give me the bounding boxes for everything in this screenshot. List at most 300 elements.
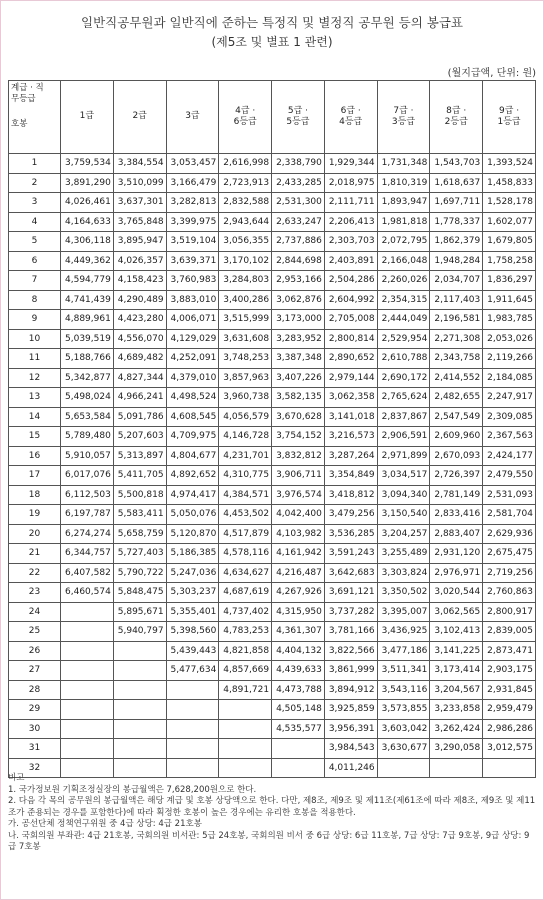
salary-cell: 4,423,280	[113, 310, 166, 330]
salary-cell: 4,892,652	[166, 466, 219, 486]
salary-cell: 4,449,362	[61, 251, 114, 271]
step-cell: 22	[9, 563, 61, 583]
salary-cell: 3,141,225	[430, 641, 483, 661]
step-cell: 4	[9, 212, 61, 232]
salary-cell: 1,983,785	[483, 310, 536, 330]
salary-cell	[113, 661, 166, 681]
salary-cell: 1,862,379	[430, 232, 483, 252]
salary-cell: 4,379,010	[166, 368, 219, 388]
salary-cell: 3,984,543	[324, 739, 377, 759]
salary-cell: 4,361,307	[272, 622, 325, 642]
table-row	[9, 271, 536, 291]
table-row	[9, 368, 536, 388]
salary-cell: 3,173,414	[430, 661, 483, 681]
table-row	[9, 485, 536, 505]
salary-cell: 3,012,575	[483, 739, 536, 759]
salary-cell: 4,384,571	[219, 485, 272, 505]
step-cell: 11	[9, 349, 61, 369]
salary-cell: 1,602,077	[483, 212, 536, 232]
salary-cell: 4,517,879	[219, 524, 272, 544]
salary-cell	[61, 661, 114, 681]
salary-cell: 2,737,886	[272, 232, 325, 252]
salary-cell	[113, 680, 166, 700]
salary-cell: 3,857,963	[219, 368, 272, 388]
salary-cell: 5,411,705	[113, 466, 166, 486]
salary-cell	[272, 739, 325, 759]
salary-cell: 4,158,423	[113, 271, 166, 291]
table-row	[9, 563, 536, 583]
salary-cell: 6,197,787	[61, 505, 114, 525]
table-row	[9, 544, 536, 564]
salary-cell: 4,267,926	[272, 583, 325, 603]
grade-header: 8급 · 2등급	[430, 81, 483, 154]
salary-cell: 3,303,824	[377, 563, 430, 583]
salary-cell: 4,709,975	[166, 427, 219, 447]
grade-header: 9급 · 1등급	[483, 81, 536, 154]
salary-cell	[113, 641, 166, 661]
salary-cell: 3,400,286	[219, 290, 272, 310]
salary-cell: 2,723,913	[219, 173, 272, 193]
salary-cell: 5,653,584	[61, 407, 114, 427]
header-row	[9, 81, 536, 154]
salary-cell: 2,072,795	[377, 232, 430, 252]
salary-cell: 3,284,803	[219, 271, 272, 291]
step-cell: 15	[9, 427, 61, 447]
salary-cell: 3,477,186	[377, 641, 430, 661]
salary-cell: 4,687,619	[219, 583, 272, 603]
salary-cell: 2,616,998	[219, 154, 272, 174]
salary-cell: 1,618,637	[430, 173, 483, 193]
table-body	[9, 154, 536, 778]
salary-cell: 2,343,758	[430, 349, 483, 369]
step-cell: 10	[9, 329, 61, 349]
salary-cell: 2,444,049	[377, 310, 430, 330]
salary-cell: 4,505,148	[272, 700, 325, 720]
salary-cell: 3,639,371	[166, 251, 219, 271]
salary-cell	[113, 739, 166, 759]
salary-cell: 6,017,076	[61, 466, 114, 486]
salary-cell: 2,690,172	[377, 368, 430, 388]
salary-cell: 4,556,070	[113, 329, 166, 349]
salary-cell: 1,758,258	[483, 251, 536, 271]
table-row	[9, 622, 536, 642]
salary-cell: 1,528,178	[483, 193, 536, 213]
salary-cell: 5,120,870	[166, 524, 219, 544]
salary-cell: 3,536,285	[324, 524, 377, 544]
salary-cell: 1,836,297	[483, 271, 536, 291]
salary-cell: 6,112,503	[61, 485, 114, 505]
salary-cell: 5,313,897	[113, 446, 166, 466]
salary-cell	[61, 641, 114, 661]
salary-cell: 3,354,849	[324, 466, 377, 486]
salary-cell: 4,042,400	[272, 505, 325, 525]
salary-cell: 2,959,479	[483, 700, 536, 720]
salary-cell: 3,384,554	[113, 154, 166, 174]
note-item: 1. 국가정보원 기획조정실장의 봉급월액은 7,628,200원으로 한다.	[8, 784, 257, 795]
salary-cell: 2,117,403	[430, 290, 483, 310]
step-cell: 8	[9, 290, 61, 310]
table-row	[9, 583, 536, 603]
salary-cell: 4,578,116	[219, 544, 272, 564]
salary-cell: 2,705,008	[324, 310, 377, 330]
salary-cell	[61, 680, 114, 700]
salary-cell: 2,504,286	[324, 271, 377, 291]
salary-cell: 4,026,461	[61, 193, 114, 213]
salary-cell: 3,290,058	[430, 739, 483, 759]
salary-cell: 6,460,574	[61, 583, 114, 603]
salary-cell: 3,062,565	[430, 602, 483, 622]
table-row	[9, 505, 536, 525]
salary-cell: 2,581,704	[483, 505, 536, 525]
salary-cell: 4,216,487	[272, 563, 325, 583]
salary-cell: 3,737,282	[324, 602, 377, 622]
note-item: 2. 다음 각 목의 공무원의 봉급월액은 해당 계급 및 호봉 상당액으로 한다. 다만, 제8조, 제9조 및 제11조(제61조에 따라 제8조, 제9조 및 제11조가 준용되는 경우를 포함한다)에 따라 획정한 호봉이 높은 경우에는 유리한 호봉을 적용한다.	[8, 796, 536, 818]
step-cell: 6	[9, 251, 61, 271]
salary-cell: 2,726,397	[430, 466, 483, 486]
salary-cell: 2,833,416	[430, 505, 483, 525]
salary-cell: 2,018,975	[324, 173, 377, 193]
table-row	[9, 524, 536, 544]
salary-cell: 1,778,337	[430, 212, 483, 232]
salary-cell: 3,034,517	[377, 466, 430, 486]
salary-cell: 5,789,480	[61, 427, 114, 447]
salary-cell: 2,943,644	[219, 212, 272, 232]
salary-cell: 2,424,177	[483, 446, 536, 466]
table-row	[9, 700, 536, 720]
salary-cell: 4,252,091	[166, 349, 219, 369]
salary-cell: 4,103,982	[272, 524, 325, 544]
salary-cell: 4,608,545	[166, 407, 219, 427]
table-row	[9, 641, 536, 661]
salary-cell: 5,498,024	[61, 388, 114, 408]
salary-cell: 3,765,848	[113, 212, 166, 232]
step-cell: 24	[9, 602, 61, 622]
salary-cell: 2,247,917	[483, 388, 536, 408]
salary-cell: 1,679,805	[483, 232, 536, 252]
salary-cell: 3,407,226	[272, 368, 325, 388]
salary-cell: 5,355,401	[166, 602, 219, 622]
salary-cell: 2,837,867	[377, 407, 430, 427]
table-row	[9, 154, 536, 174]
salary-cell: 2,670,093	[430, 446, 483, 466]
salary-cell: 2,482,655	[430, 388, 483, 408]
grade-header: 2급	[113, 81, 166, 154]
salary-cell: 3,094,340	[377, 485, 430, 505]
table-row	[9, 680, 536, 700]
salary-cell: 3,543,116	[377, 680, 430, 700]
salary-cell: 1,731,348	[377, 154, 430, 174]
salary-cell: 3,287,264	[324, 446, 377, 466]
salary-cell: 3,891,290	[61, 173, 114, 193]
salary-cell: 3,173,000	[272, 310, 325, 330]
table-row	[9, 602, 536, 622]
salary-cell: 3,399,975	[166, 212, 219, 232]
grade-header: 6급 · 4등급	[324, 81, 377, 154]
step-cell: 19	[9, 505, 61, 525]
salary-cell: 4,231,701	[219, 446, 272, 466]
salary-cell: 2,832,588	[219, 193, 272, 213]
step-cell: 23	[9, 583, 61, 603]
grade-header: 7급 · 3등급	[377, 81, 430, 154]
salary-cell: 2,971,899	[377, 446, 430, 466]
corner-step-label: 호봉	[11, 119, 28, 130]
salary-cell	[61, 739, 114, 759]
salary-cell: 6,274,274	[61, 524, 114, 544]
salary-cell: 3,515,999	[219, 310, 272, 330]
salary-cell: 2,604,992	[324, 290, 377, 310]
salary-cell: 2,839,005	[483, 622, 536, 642]
step-cell: 32	[9, 758, 61, 778]
step-cell: 27	[9, 661, 61, 681]
salary-cell: 5,940,797	[113, 622, 166, 642]
salary-cell: 2,529,954	[377, 329, 430, 349]
salary-cell: 3,395,007	[377, 602, 430, 622]
salary-cell: 2,433,285	[272, 173, 325, 193]
salary-cell: 5,895,671	[113, 602, 166, 622]
salary-cell: 5,910,057	[61, 446, 114, 466]
salary-cell	[61, 602, 114, 622]
table-row	[9, 427, 536, 447]
salary-cell: 1,393,524	[483, 154, 536, 174]
salary-cell: 2,675,475	[483, 544, 536, 564]
salary-cell: 4,594,779	[61, 271, 114, 291]
grade-header: 3급	[166, 81, 219, 154]
salary-cell: 4,129,029	[166, 329, 219, 349]
salary-cell: 6,344,757	[61, 544, 114, 564]
salary-cell: 5,091,786	[113, 407, 166, 427]
salary-cell: 3,102,413	[430, 622, 483, 642]
table-row	[9, 739, 536, 759]
salary-table	[8, 80, 536, 778]
salary-cell	[219, 719, 272, 739]
salary-cell: 3,637,301	[113, 193, 166, 213]
note-item: 가. 공선단체 정책연구위원 중 4급 상당: 4급 21호봉	[8, 819, 202, 829]
salary-cell: 5,583,411	[113, 505, 166, 525]
step-cell: 7	[9, 271, 61, 291]
salary-cell: 5,477,634	[166, 661, 219, 681]
salary-cell: 5,398,560	[166, 622, 219, 642]
salary-cell: 3,204,257	[377, 524, 430, 544]
salary-cell: 2,979,144	[324, 368, 377, 388]
salary-cell: 3,956,391	[324, 719, 377, 739]
salary-cell: 4,006,071	[166, 310, 219, 330]
salary-cell: 2,931,120	[430, 544, 483, 564]
step-cell: 31	[9, 739, 61, 759]
salary-cell: 3,511,341	[377, 661, 430, 681]
step-cell: 20	[9, 524, 61, 544]
salary-cell: 1,911,645	[483, 290, 536, 310]
salary-cell: 3,895,947	[113, 232, 166, 252]
corner-grade-label: 계급 · 직	[11, 83, 44, 93]
salary-cell: 4,535,577	[272, 719, 325, 739]
step-cell: 2	[9, 173, 61, 193]
salary-cell: 3,166,479	[166, 173, 219, 193]
salary-cell: 3,822,566	[324, 641, 377, 661]
step-cell: 3	[9, 193, 61, 213]
table-row	[9, 329, 536, 349]
salary-cell: 4,056,579	[219, 407, 272, 427]
salary-cell: 2,531,300	[272, 193, 325, 213]
table-row	[9, 193, 536, 213]
salary-cell: 3,691,121	[324, 583, 377, 603]
salary-cell: 5,039,519	[61, 329, 114, 349]
salary-cell: 4,889,961	[61, 310, 114, 330]
salary-cell: 4,783,253	[219, 622, 272, 642]
salary-cell: 6,407,582	[61, 563, 114, 583]
salary-cell: 2,976,971	[430, 563, 483, 583]
salary-cell: 2,166,048	[377, 251, 430, 271]
salary-cell: 2,479,550	[483, 466, 536, 486]
salary-cell: 2,953,166	[272, 271, 325, 291]
salary-cell: 4,146,728	[219, 427, 272, 447]
salary-cell: 3,591,243	[324, 544, 377, 564]
table-row	[9, 232, 536, 252]
salary-cell	[61, 622, 114, 642]
salary-cell: 2,111,711	[324, 193, 377, 213]
salary-cell: 3,759,534	[61, 154, 114, 174]
salary-cell: 1,810,319	[377, 173, 430, 193]
table-row	[9, 446, 536, 466]
salary-cell	[219, 700, 272, 720]
salary-cell: 3,283,952	[272, 329, 325, 349]
grade-header: 1급	[61, 81, 114, 154]
table-row	[9, 310, 536, 330]
salary-cell: 2,800,917	[483, 602, 536, 622]
salary-cell: 3,906,711	[272, 466, 325, 486]
salary-cell: 4,966,241	[113, 388, 166, 408]
salary-cell: 2,906,591	[377, 427, 430, 447]
salary-cell: 4,026,357	[113, 251, 166, 271]
salary-cell: 2,403,891	[324, 251, 377, 271]
salary-cell: 4,974,417	[166, 485, 219, 505]
corner-header	[9, 81, 61, 154]
salary-cell: 4,737,402	[219, 602, 272, 622]
salary-cell: 3,748,253	[219, 349, 272, 369]
salary-cell: 2,844,698	[272, 251, 325, 271]
table-row	[9, 349, 536, 369]
salary-cell: 5,188,766	[61, 349, 114, 369]
salary-cell: 3,436,925	[377, 622, 430, 642]
salary-cell: 4,473,788	[272, 680, 325, 700]
salary-cell: 1,948,284	[430, 251, 483, 271]
salary-cell: 2,883,407	[430, 524, 483, 544]
salary-cell: 4,310,775	[219, 466, 272, 486]
step-cell: 1	[9, 154, 61, 174]
salary-cell: 5,500,818	[113, 485, 166, 505]
salary-cell: 2,260,026	[377, 271, 430, 291]
salary-cell: 2,781,149	[430, 485, 483, 505]
salary-cell: 2,303,703	[324, 232, 377, 252]
step-cell: 13	[9, 388, 61, 408]
salary-cell: 2,367,563	[483, 427, 536, 447]
salary-cell: 4,011,246	[324, 758, 377, 778]
table-row	[9, 251, 536, 271]
salary-cell: 3,150,540	[377, 505, 430, 525]
table-row	[9, 466, 536, 486]
salary-cell: 2,309,085	[483, 407, 536, 427]
salary-cell: 4,439,633	[272, 661, 325, 681]
salary-cell	[166, 739, 219, 759]
salary-cell: 3,216,573	[324, 427, 377, 447]
salary-cell: 3,387,348	[272, 349, 325, 369]
salary-cell	[61, 700, 114, 720]
salary-cell: 3,631,608	[219, 329, 272, 349]
table-row	[9, 212, 536, 232]
salary-cell: 4,498,524	[166, 388, 219, 408]
step-cell: 5	[9, 232, 61, 252]
salary-cell: 3,754,152	[272, 427, 325, 447]
salary-cell: 3,582,135	[272, 388, 325, 408]
salary-cell: 5,439,443	[166, 641, 219, 661]
salary-cell: 3,832,812	[272, 446, 325, 466]
salary-cell: 5,727,403	[113, 544, 166, 564]
salary-cell: 4,306,118	[61, 232, 114, 252]
salary-cell: 5,186,385	[166, 544, 219, 564]
salary-cell: 3,141,018	[324, 407, 377, 427]
salary-cell: 3,781,166	[324, 622, 377, 642]
salary-cell: 2,206,413	[324, 212, 377, 232]
salary-cell: 5,303,237	[166, 583, 219, 603]
salary-cell: 5,848,475	[113, 583, 166, 603]
corner-rank-label: 무등급	[11, 94, 36, 105]
salary-cell: 3,519,104	[166, 232, 219, 252]
salary-cell: 1,543,703	[430, 154, 483, 174]
table-row	[9, 407, 536, 427]
salary-cell: 5,247,036	[166, 563, 219, 583]
salary-cell: 3,350,502	[377, 583, 430, 603]
step-cell: 25	[9, 622, 61, 642]
salary-cell: 2,271,308	[430, 329, 483, 349]
salary-cell: 3,262,424	[430, 719, 483, 739]
salary-cell: 5,658,759	[113, 524, 166, 544]
salary-cell: 3,418,812	[324, 485, 377, 505]
salary-cell: 2,986,286	[483, 719, 536, 739]
salary-cell: 4,290,489	[113, 290, 166, 310]
salary-cell: 2,765,624	[377, 388, 430, 408]
salary-cell: 2,719,256	[483, 563, 536, 583]
step-cell: 26	[9, 641, 61, 661]
salary-cell: 4,161,942	[272, 544, 325, 564]
salary-cell: 4,164,633	[61, 212, 114, 232]
salary-cell: 2,196,581	[430, 310, 483, 330]
step-cell: 17	[9, 466, 61, 486]
page-title: 일반직공무원과 일반직에 준하는 특정직 및 별정직 공무원 등의 봉급표	[81, 15, 463, 30]
salary-cell: 3,282,813	[166, 193, 219, 213]
salary-cell: 3,894,912	[324, 680, 377, 700]
step-cell: 30	[9, 719, 61, 739]
salary-cell: 2,629,936	[483, 524, 536, 544]
salary-cell: 3,255,489	[377, 544, 430, 564]
notes-section	[8, 773, 536, 854]
note-item: 나. 국회의원 부좌관: 4급 21호봉, 국회의원 비서관: 5급 24호봉, 국회의원 비서 중 6급 상당: 6급 11호봉, 7급 상당: 7급 9호봉, 9급 상당: 9급 7호봉	[8, 830, 530, 852]
salary-cell: 1,893,947	[377, 193, 430, 213]
salary-cell: 4,827,344	[113, 368, 166, 388]
step-cell: 18	[9, 485, 61, 505]
salary-cell	[219, 739, 272, 759]
salary-cell: 4,315,950	[272, 602, 325, 622]
salary-cell: 2,610,788	[377, 349, 430, 369]
salary-cell: 4,689,482	[113, 349, 166, 369]
salary-cell: 3,204,567	[430, 680, 483, 700]
salary-cell: 3,062,876	[272, 290, 325, 310]
salary-cell: 2,414,552	[430, 368, 483, 388]
salary-cell	[166, 700, 219, 720]
salary-cell: 2,800,814	[324, 329, 377, 349]
step-cell: 9	[9, 310, 61, 330]
step-cell: 12	[9, 368, 61, 388]
salary-cell: 3,670,628	[272, 407, 325, 427]
salary-cell: 2,184,085	[483, 368, 536, 388]
